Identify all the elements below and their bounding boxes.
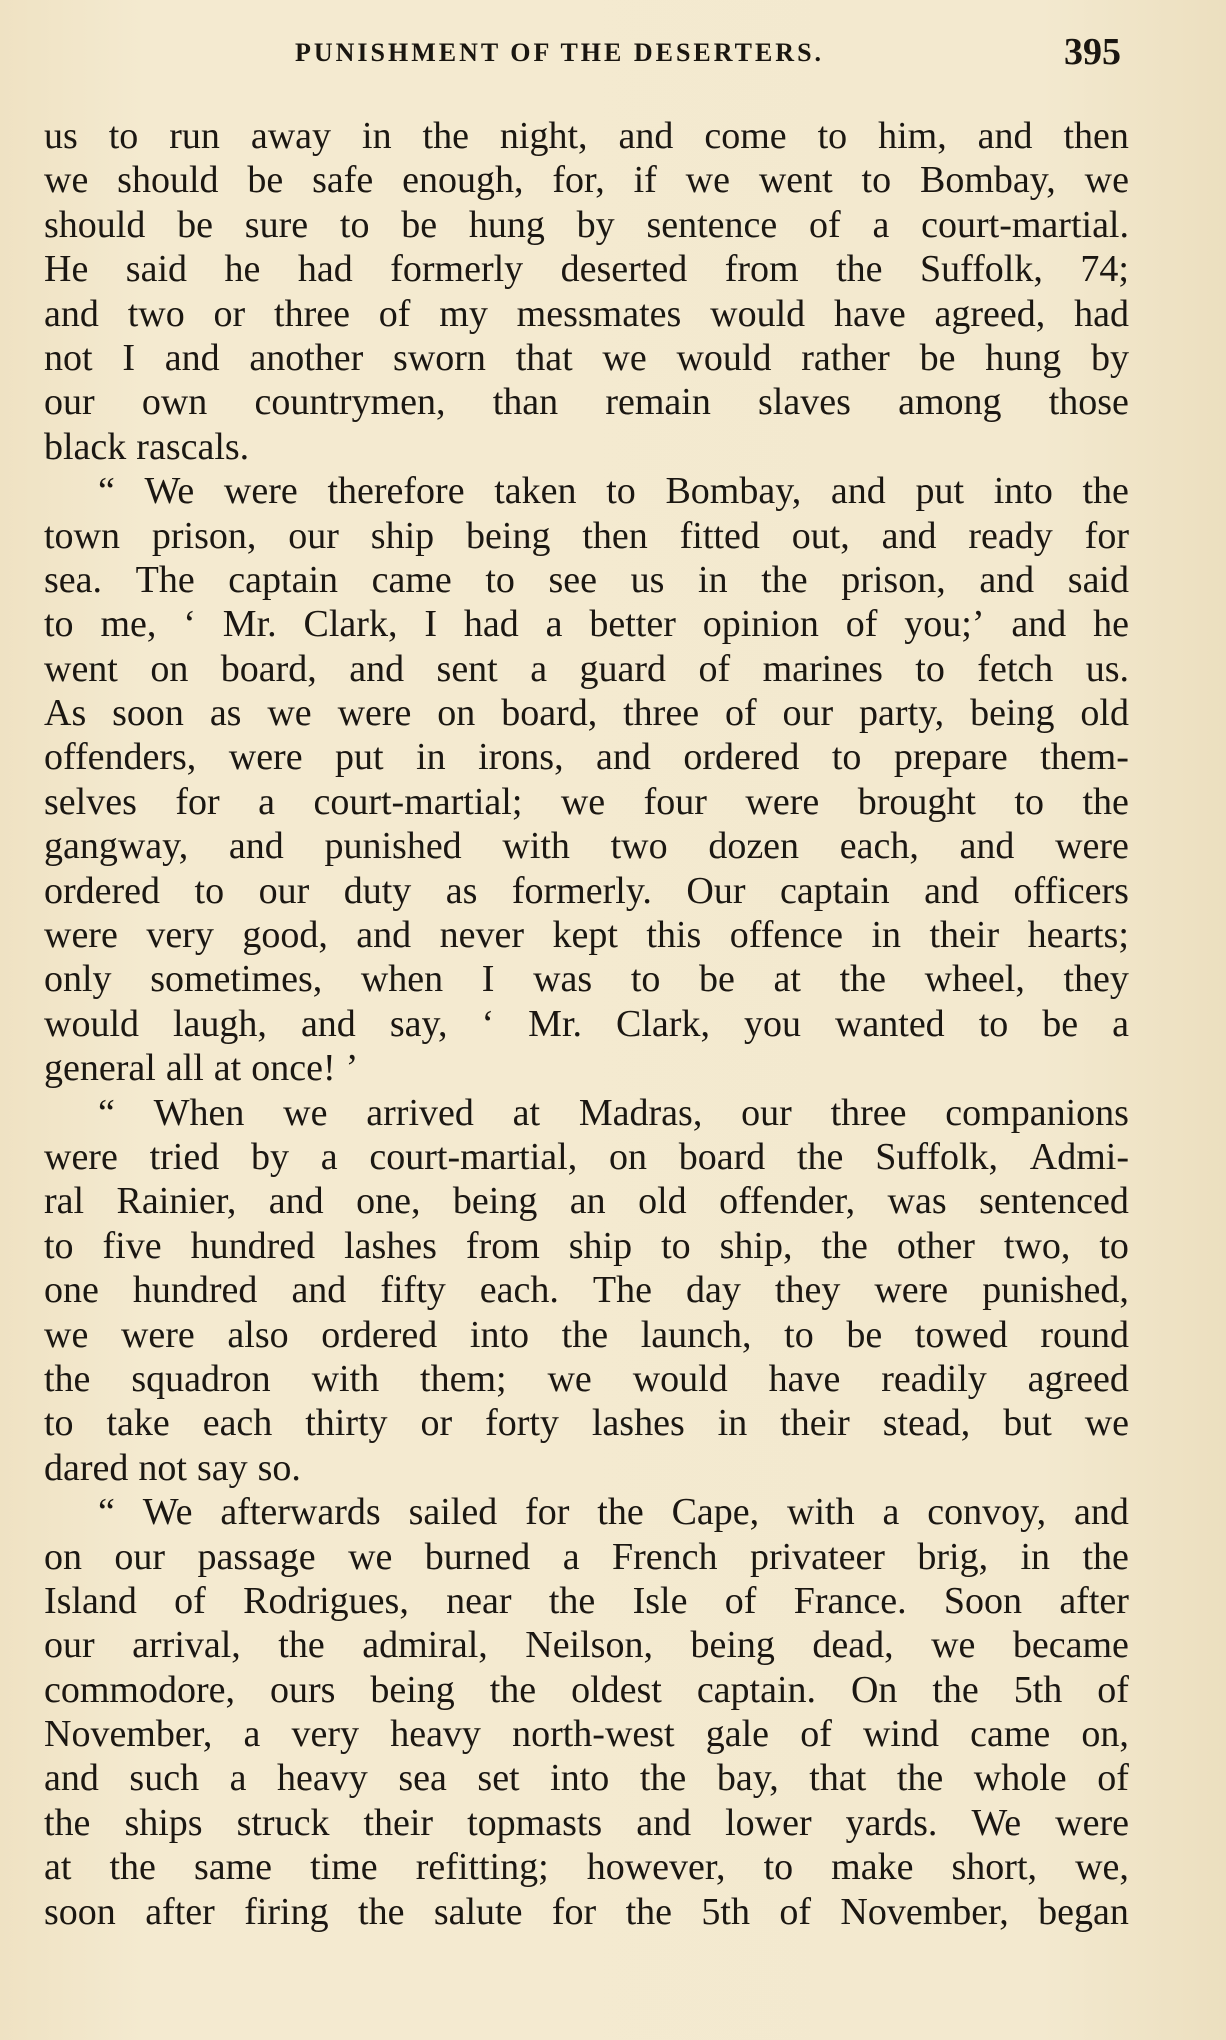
text-line: dared not say so. xyxy=(44,1446,301,1489)
text-line: ordered to our duty as formerly. Our captain and officers xyxy=(44,869,1129,912)
text-line: the squadron with them; we would have readily agreed xyxy=(44,1357,1129,1400)
text-line: to five hundred lashes from ship to ship, the other two, to xyxy=(44,1224,1129,1267)
text-line: went on board, and sent a guard of marines to fetch us. xyxy=(44,647,1129,690)
text-line: to take each thirty or forty lashes in their stead, but we xyxy=(44,1402,1129,1445)
text-line: “ We were therefore taken to Bombay, and put into the xyxy=(98,470,1129,513)
text-line: Island of Rodrigues, near the Isle of France. Soon after xyxy=(44,1579,1129,1622)
text-line: and two or three of my messmates would have agreed, had xyxy=(44,292,1129,335)
text-line: As soon as we were on board, three of our party, being old xyxy=(44,692,1129,735)
text-line: town prison, our ship being then fitted out, and ready for xyxy=(44,514,1129,557)
text-line: only sometimes, when I was to be at the wheel, they xyxy=(44,958,1129,1001)
text-line: “ We afterwards sailed for the Cape, with a convoy, and xyxy=(98,1491,1129,1534)
text-line: should be sure to be hung by sentence of a court-martial. xyxy=(44,203,1129,246)
text-line: offenders, were put in irons, and ordered to prepare them- xyxy=(44,736,1129,779)
text-line: we were also ordered into the launch, to be towed round xyxy=(44,1313,1129,1356)
body-text xyxy=(44,114,1129,1934)
text-line: not I and another sworn that we would rather be hung by xyxy=(44,336,1129,379)
text-line: general all at once! ’ xyxy=(44,1047,359,1090)
text-line: our own countrymen, than remain slaves among those xyxy=(44,381,1129,424)
text-line: sea. The captain came to see us in the prison, and said xyxy=(44,558,1129,601)
text-line: the ships struck their topmasts and lower yards. We were xyxy=(44,1801,1129,1844)
text-line: and such a heavy sea set into the bay, that the whole of xyxy=(44,1757,1129,1800)
text-line: selves for a court-martial; we four were brought to the xyxy=(44,780,1129,823)
running-head: PUNISHMENT OF THE DESERTERS. xyxy=(295,38,825,67)
text-line: our arrival, the admiral, Neilson, being dead, we became xyxy=(44,1624,1129,1667)
text-line: ral Rainier, and one, being an old offender, was sentenced xyxy=(44,1180,1129,1223)
text-line: to me, ‘ Mr. Clark, I had a better opinion of you;’ and he xyxy=(44,603,1129,646)
text-line: on our passage we burned a French privateer brig, in the xyxy=(44,1535,1129,1578)
text-line: us to run away in the night, and come to him, and then xyxy=(44,115,1129,157)
text-line: black rascals. xyxy=(44,425,250,468)
text-line: would laugh, and say, ‘ Mr. Clark, you wanted to be a xyxy=(44,1002,1129,1045)
page-number: 395 xyxy=(1064,31,1121,73)
text-line: soon after firing the salute for the 5th of November, began xyxy=(44,1890,1129,1933)
text-line: November, a very heavy north-west gale of wind came on, xyxy=(44,1713,1129,1756)
text-line: He said he had formerly deserted from the Suffolk, 74; xyxy=(44,248,1129,291)
text-line: were very good, and never kept this offence in their hearts; xyxy=(44,914,1129,957)
text-line: one hundred and fifty each. The day they were punished, xyxy=(44,1269,1129,1312)
text-line: were tried by a court-martial, on board the Suffolk, Admi- xyxy=(44,1135,1129,1178)
text-line: at the same time refitting; however, to make short, we, xyxy=(44,1846,1129,1889)
text-line: commodore, ours being the oldest captain. On the 5th of xyxy=(44,1668,1129,1711)
text-line: we should be safe enough, for, if we went to Bombay, we xyxy=(44,159,1129,202)
text-line: “ When we arrived at Madras, our three companions xyxy=(98,1091,1129,1134)
text-line: gangway, and punished with two dozen each, and were xyxy=(44,825,1129,868)
